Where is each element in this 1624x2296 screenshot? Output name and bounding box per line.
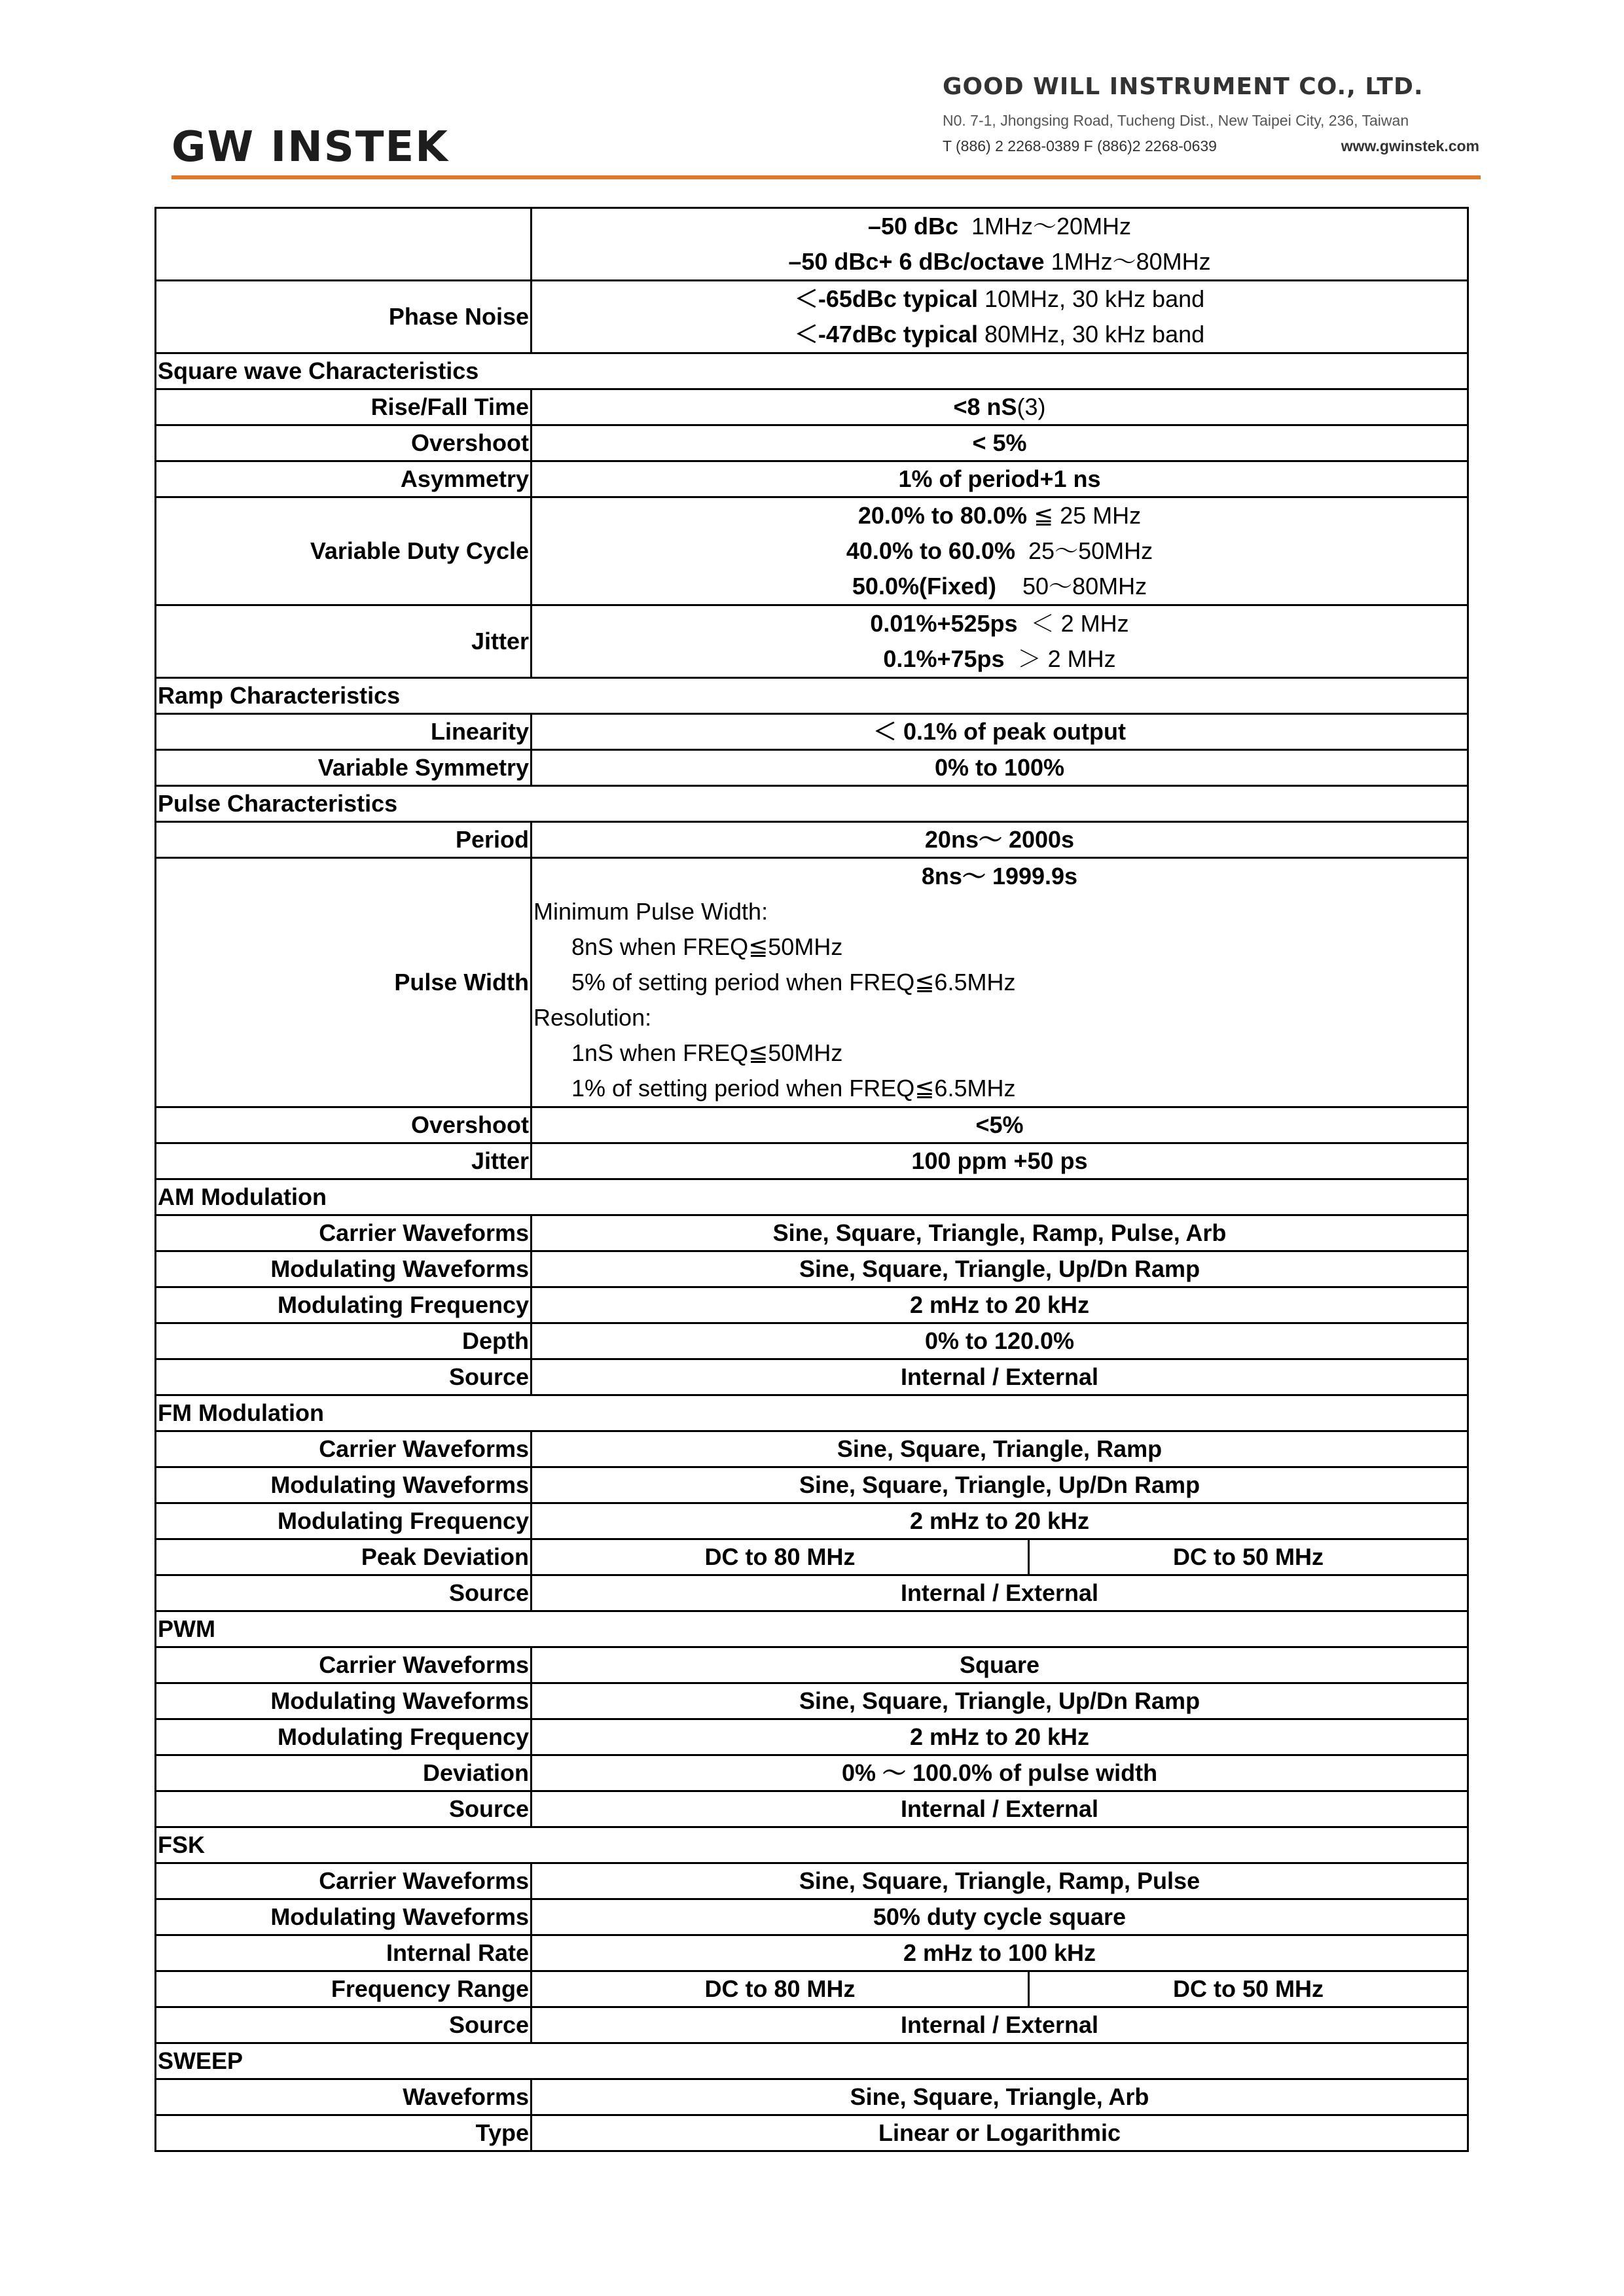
spec-label: Rise/Fall Time [156, 389, 532, 425]
table-row [156, 1107, 1468, 1143]
spec-value: Sine, Square, Triangle, Arb [532, 2079, 1468, 2115]
table-row [156, 1287, 1468, 1323]
spec-label: Carrier Waveforms [156, 1431, 532, 1467]
spec-value: –50 dBc 1MHz～20MHz –50 dBc+ 6 dBc/octave 1MHz～80MHz [532, 208, 1468, 281]
spec-value: 2 mHz to 20 kHz [532, 1287, 1468, 1323]
section-title: Square wave Characteristics [156, 353, 1468, 389]
table-row [156, 1971, 1468, 2007]
table-row [156, 1215, 1468, 1251]
company-address: N0. 7-1, Jhongsing Road, Tucheng Dist., New Taipei City, 236, Taiwan [943, 112, 1409, 129]
section-title: Ramp Characteristics [156, 678, 1468, 714]
spec-label: Asymmetry [156, 461, 532, 497]
table-row [156, 1575, 1468, 1611]
table-row [156, 1935, 1468, 1971]
section-title: FM Modulation [156, 1395, 1468, 1431]
company-phone: T (886) 2 2268-0389 F (886)2 2268-0639 [943, 137, 1217, 154]
company-contact [943, 137, 1479, 155]
table-row [156, 1647, 1468, 1683]
spec-value: Sine, Square, Triangle, Up/Dn Ramp [532, 1467, 1468, 1503]
spec-label: Internal Rate [156, 1935, 532, 1971]
section-title: SWEEP [156, 2043, 1468, 2079]
spec-label: Pulse Width [156, 858, 532, 1107]
spec-label: Phase Noise [156, 281, 532, 353]
section-title: AM Modulation [156, 1179, 1468, 1215]
table-row [156, 605, 1468, 678]
table-row [156, 1143, 1468, 1179]
spec-label: Period [156, 822, 532, 858]
spec-label: Peak Deviation [156, 1539, 532, 1575]
spec-label: Jitter [156, 1143, 532, 1179]
spec-table [154, 207, 1469, 2152]
table-row [156, 389, 1468, 425]
spec-label: Modulating Waveforms [156, 1683, 532, 1719]
spec-label: Carrier Waveforms [156, 1863, 532, 1899]
spec-value: Internal / External [532, 2007, 1468, 2043]
spec-label: Source [156, 2007, 532, 2043]
spec-value: Sine, Square, Triangle, Ramp, Pulse [532, 1863, 1468, 1899]
table-row [156, 2007, 1468, 2043]
section-row [156, 1827, 1468, 1863]
spec-value: Linear or Logarithmic [532, 2115, 1468, 2151]
section-title: Pulse Characteristics [156, 786, 1468, 822]
spec-value: Square [532, 1647, 1468, 1683]
spec-value: 20ns～ 2000s [532, 822, 1468, 858]
table-row [156, 1719, 1468, 1755]
table-row [156, 714, 1468, 750]
spec-value: Sine, Square, Triangle, Ramp [532, 1431, 1468, 1467]
spec-value: 0% to 120.0% [532, 1323, 1468, 1359]
spec-label: Linearity [156, 714, 532, 750]
spec-value: ＜-65dBc typical 10MHz, 30 kHz band ＜-47dBc typical 80MHz, 30 kHz band [532, 281, 1468, 353]
table-row [156, 1359, 1468, 1395]
spec-value: DC to 80 MHz [532, 1971, 1029, 2007]
table-row [156, 2115, 1468, 2151]
table-row [156, 425, 1468, 461]
spec-value: DC to 50 MHz [1029, 1539, 1468, 1575]
spec-label: Modulating Waveforms [156, 1251, 532, 1287]
table-row [156, 2079, 1468, 2115]
company-info [943, 73, 1479, 155]
spec-value: 1% of period+1 ns [532, 461, 1468, 497]
spec-value: <8 nS(3) [532, 389, 1468, 425]
section-row [156, 786, 1468, 822]
spec-label: Source [156, 1575, 532, 1611]
table-row [156, 461, 1468, 497]
table-row [156, 1503, 1468, 1539]
section-row [156, 2043, 1468, 2079]
section-row [156, 1611, 1468, 1647]
section-title: PWM [156, 1611, 1468, 1647]
table-row [156, 1431, 1468, 1467]
table-row [156, 1539, 1468, 1575]
spec-label: Source [156, 1359, 532, 1395]
spec-label: Modulating Frequency [156, 1503, 532, 1539]
spec-label: Carrier Waveforms [156, 1647, 532, 1683]
spec-value: Internal / External [532, 1575, 1468, 1611]
spec-value: <5% [532, 1107, 1468, 1143]
spec-value: 2 mHz to 100 kHz [532, 1935, 1468, 1971]
table-row [156, 1791, 1468, 1827]
company-website[interactable]: www.gwinstek.com [1341, 137, 1479, 154]
section-row [156, 678, 1468, 714]
table-row [156, 497, 1468, 605]
spec-value: 0% to 100% [532, 750, 1468, 786]
section-row [156, 1395, 1468, 1431]
spec-value: Internal / External [532, 1791, 1468, 1827]
spec-value: 20.0% to 80.0% ≦ 25 MHz 40.0% to 60.0% 25～50MHz 50.0%(Fixed) 50～80MHz [532, 497, 1468, 605]
spec-value: DC to 80 MHz [532, 1539, 1029, 1575]
spec-label: Carrier Waveforms [156, 1215, 532, 1251]
table-row [156, 1683, 1468, 1719]
table-row [156, 1755, 1468, 1791]
spec-label: Jitter [156, 605, 532, 678]
spec-label: Modulating Waveforms [156, 1899, 532, 1935]
table-row [156, 1863, 1468, 1899]
company-logo: GW INSTEK [171, 123, 449, 171]
spec-value: < 5% [532, 425, 1468, 461]
spec-value: 0.01%+525ps ＜ 2 MHz 0.1%+75ps ＞ 2 MHz [532, 605, 1468, 678]
table-row [156, 281, 1468, 353]
table-row [156, 1323, 1468, 1359]
spec-label: Frequency Range [156, 1971, 532, 2007]
spec-label: Modulating Waveforms [156, 1467, 532, 1503]
spec-value: 0% ～ 100.0% of pulse width [532, 1755, 1468, 1791]
spec-label: Deviation [156, 1755, 532, 1791]
spec-label [156, 208, 532, 281]
table-row [156, 1467, 1468, 1503]
spec-value: 2 mHz to 20 kHz [532, 1503, 1468, 1539]
table-row [156, 858, 1468, 1107]
table-row [156, 1251, 1468, 1287]
spec-value: 8ns～ 1999.9s Minimum Pulse Width: 8nS when FREQ≦50MHz 5% of setting period when FREQ≦6.5MHz Resolution: 1nS when FREQ≦50MHz 1% of setting period when FREQ≦6.5MHz [532, 858, 1468, 1107]
spec-value: ＜ 0.1% of peak output [532, 714, 1468, 750]
spec-value: 2 mHz to 20 kHz [532, 1719, 1468, 1755]
section-row [156, 353, 1468, 389]
section-row [156, 1179, 1468, 1215]
spec-label: Overshoot [156, 1107, 532, 1143]
spec-label: Variable Symmetry [156, 750, 532, 786]
spec-label: Variable Duty Cycle [156, 497, 532, 605]
table-row [156, 750, 1468, 786]
spec-value: DC to 50 MHz [1029, 1971, 1468, 2007]
spec-value: Sine, Square, Triangle, Ramp, Pulse, Arb [532, 1215, 1468, 1251]
company-name: GOOD WILL INSTRUMENT CO., LTD. [943, 73, 1424, 100]
spec-label: Modulating Frequency [156, 1287, 532, 1323]
spec-value: 50% duty cycle square [532, 1899, 1468, 1935]
spec-value: Internal / External [532, 1359, 1468, 1395]
spec-value: Sine, Square, Triangle, Up/Dn Ramp [532, 1683, 1468, 1719]
spec-label: Overshoot [156, 425, 532, 461]
section-title: FSK [156, 1827, 1468, 1863]
spec-label: Type [156, 2115, 532, 2151]
spec-label: Modulating Frequency [156, 1719, 532, 1755]
table-row [156, 822, 1468, 858]
table-row [156, 208, 1468, 281]
table-row [156, 1899, 1468, 1935]
spec-label: Depth [156, 1323, 532, 1359]
spec-label: Waveforms [156, 2079, 532, 2115]
header-rule [171, 175, 1481, 179]
spec-value: 100 ppm +50 ps [532, 1143, 1468, 1179]
spec-label: Source [156, 1791, 532, 1827]
spec-value: Sine, Square, Triangle, Up/Dn Ramp [532, 1251, 1468, 1287]
